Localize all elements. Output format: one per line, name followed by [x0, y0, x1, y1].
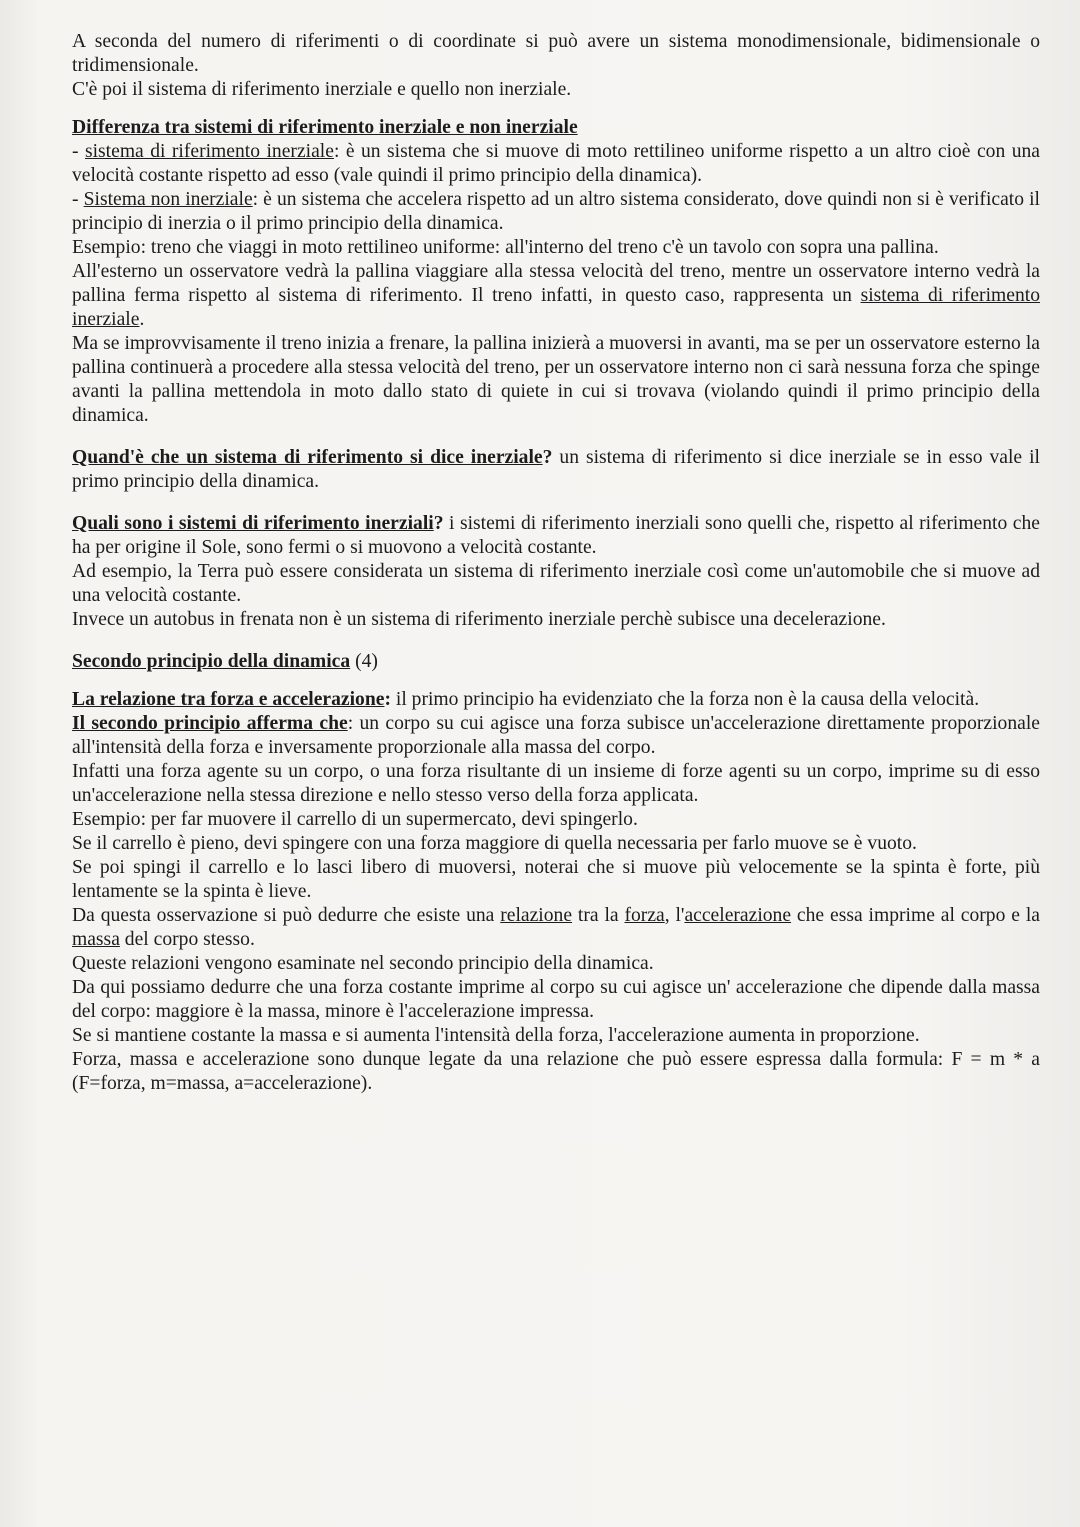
term-relation: relazione: [500, 905, 573, 926]
paragraph-full-cart: Se il carrello è pieno, devi spingere con una forza maggiore di quella necessaria per farlo muove se è vuoto.: [72, 833, 917, 854]
question-text: Quali sono i sistemi di riferimento inerziali: [72, 513, 434, 534]
document-body: [72, 30, 1040, 1096]
list-item-inertial: [72, 140, 1040, 188]
question-inertial-systems: [72, 512, 1040, 560]
term-inertial: sistema di riferimento inerziale: [84, 141, 334, 162]
paragraph-constant-force: Da qui possiamo dedurre che una forza costante imprime al corpo su cui agisce un' accelerazione che dipende dalla massa del corpo: maggiore è la massa, minore è l'accelerazione impressa.: [72, 977, 1040, 1022]
section-heading-second-principle: [72, 650, 1040, 674]
paragraph-braking: Ma se improvvisamente il treno inizia a frenare, la pallina inizierà a muoversi in avanti, ma se per un osservatore esterno la pallina continuerà a procedere alla stessa velocità del treno, per un osservatore interno non ci sarà nessuna forza che spinge avanti la pallina mettendola in moto dallo stato di quiete in cui si trovava (violando quindi il primo principio della dinamica.: [72, 333, 1040, 426]
paragraph-formula: Forza, massa e accelerazione sono dunque legate da una relazione che può essere espressa dalla formula: F = m * a (F=forza, m=massa, a=accelerazione).: [72, 1049, 1040, 1094]
paragraph-bus-example: Invece un autobus in frenata non è un sistema di riferimento inerziale perchè subisce una decelerazione.: [72, 609, 886, 630]
observer-text: All'esterno un osservatore vedrà la pallina viaggiare alla stessa velocità del treno, mentre un osservatore interno vedrà la pallina ferma rispetto al sistema di riferimento. Il treno infatti, in questo caso, rappresenta un: [72, 261, 1040, 306]
paragraph-resultant-force: Infatti una forza agente su un corpo, o una forza risultante di un insieme di forze agenti su un corpo, imprime su di esso un'accelerazione nella stessa direzione e nello stesso verso della forza applicata.: [72, 761, 1040, 806]
paragraph-second-principle: [72, 712, 1040, 760]
term-acceleration: accelerazione: [684, 905, 792, 926]
paragraph-observer: [72, 260, 1040, 332]
term-inertial-frame: sistema di riferimento inerziale: [72, 285, 1040, 330]
paragraph-relation: [72, 904, 1040, 952]
relation-text: il primo principio ha evidenziato che la forza non è la causa della velocità.: [390, 689, 980, 710]
question-mark: ?: [433, 513, 444, 534]
paragraph-train-example: Esempio: treno che viaggi in moto rettilineo uniforme: all'interno del treno c'è un tavolo con sopra una pallina.: [72, 237, 939, 258]
lead-colon: :: [384, 689, 391, 710]
question-text: Quand'è che un sistema di riferimento si dice inerziale: [72, 447, 543, 468]
term-mass: massa: [72, 929, 120, 950]
text: Da questa osservazione si può dedurre che esiste una: [72, 905, 501, 926]
principle-text: : un corpo su cui agisce una forza subisce un'accelerazione direttamente proporzionale all'intensità della forza e inversamente proporzionale alla massa del corpo.: [72, 713, 1040, 758]
paragraph-dimensions: A seconda del numero di riferimenti o di coordinate si può avere un sistema monodimensionale, bidimensionale o tridimensionale.: [72, 31, 1040, 76]
section-heading-difference: [72, 116, 1040, 140]
paragraph-force-acceleration: [72, 688, 1040, 712]
heading-number: (4): [350, 651, 378, 672]
text: , l': [664, 905, 685, 926]
paragraph-earth-example: Ad esempio, la Terra può essere considerata un sistema di riferimento inerziale così come un'automobile che si muove ad una velocità costante.: [72, 561, 1040, 606]
question-inertial-definition: [72, 446, 1040, 494]
text: tra la: [572, 905, 625, 926]
question-mark: ?: [542, 447, 553, 468]
paragraph-push-cart: Se poi spingi il carrello e lo lasci libero di muoversi, noterai che si muove più velocemente se la spinta è forte, più lentamente se la spinta è lieve.: [72, 857, 1040, 902]
text: del corpo stesso.: [119, 929, 255, 950]
paragraph-inertial-intro: C'è poi il sistema di riferimento inerziale e quello non inerziale.: [72, 79, 572, 100]
definition-non-inertial: : è un sistema che accelera rispetto ad un altro sistema considerato, dove quindi non si è verificato il principio di inerzia o il primo principio della dinamica.: [72, 189, 1040, 234]
bullet: -: [72, 141, 85, 162]
lead-text: Il secondo principio afferma che: [72, 713, 348, 734]
text: che essa imprime al corpo e la: [791, 905, 1040, 926]
definition-inertial: : è un sistema che si muove di moto rettilineo uniforme rispetto a un altro cioè con una velocità costante rispetto ad esso (vale quindi il primo principio della dinamica).: [72, 141, 1040, 186]
heading-text: Secondo principio della dinamica: [72, 651, 351, 672]
answer-text: un sistema di riferimento si dice inerziale se in esso vale il primo principio della dinamica.: [72, 447, 1040, 492]
paragraph-relations-examined: Queste relazioni vengono esaminate nel secondo principio della dinamica.: [72, 953, 654, 974]
lead-text: La relazione tra forza e accelerazione: [72, 689, 385, 710]
observer-end: .: [139, 309, 145, 330]
term-non-inertial: Sistema non inerziale: [83, 189, 253, 210]
heading-text: Differenza tra sistemi di riferimento inerziale e non inerziale: [72, 117, 578, 138]
list-item-non-inertial: [72, 188, 1040, 236]
paragraph-cart-example: Esempio: per far muovere il carrello di un supermercato, devi spingerlo.: [72, 809, 638, 830]
term-force: forza: [624, 905, 665, 926]
paragraph-constant-mass: Se si mantiene costante la massa e si aumenta l'intensità della forza, l'accelerazione aumenta in proporzione.: [72, 1025, 920, 1046]
answer-text: i sistemi di riferimento inerziali sono quelli che, rispetto al riferimento che ha per origine il Sole, sono fermi o si muovono a velocità costante.: [72, 513, 1040, 558]
bullet: -: [72, 189, 84, 210]
